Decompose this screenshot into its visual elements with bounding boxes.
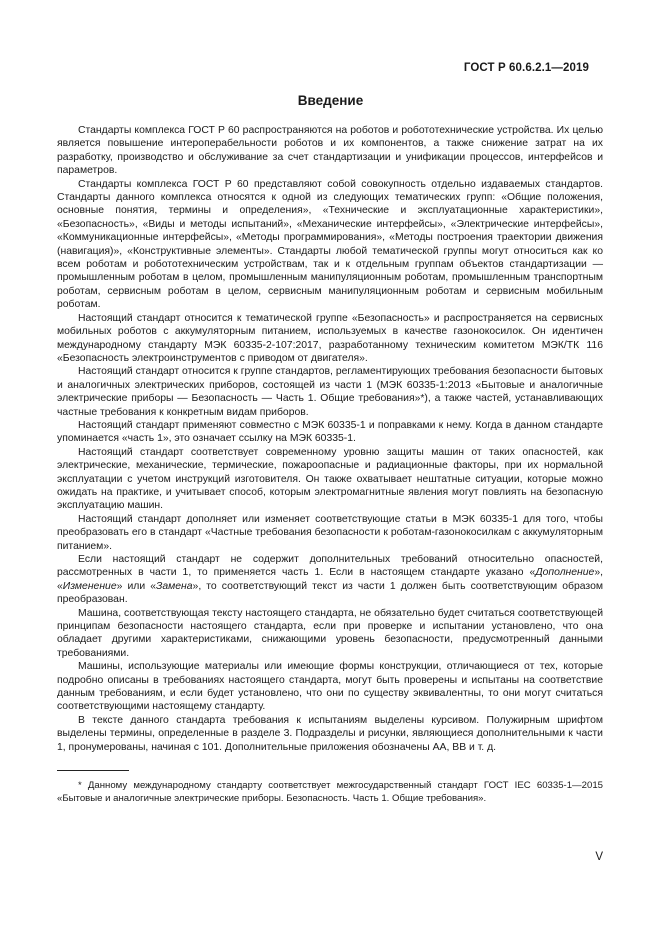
emphasis-addition: Дополнение [535, 567, 595, 579]
paragraph: Машина, соответствующая тексту настоящего стандарта, не обязательно будет считаться соответствующей принципам безопасности настоящего стандарта, если при проверке и испытании установлено, что она обладает другими характеристиками, снижающими уровень безопасности, предусмотренный данными требованиями. [57, 607, 603, 659]
paragraph: Настоящий стандарт относится к группе стандартов, регламентирующих требования безопасности бытовых и аналогичных электрических приборов, состоящей из части 1 (МЭК 60335-1:2013 «Бытовые и аналогичные электрические приборы — Безопасность — Часть 1. Общие требования»*), а также частей, устанавливающих частные требования к конкретным видам приборов. [57, 366, 603, 418]
paragraph: Настоящий стандарт относится к тематической группе «Безопасность» и распространяется на сервисных мобильных роботов с аккумуляторным питанием, используемых в качестве газонокосилок. Он идентичен международному стандарту МЭК 60335-2-107:2017, разработанному техническим комитетом МЭК/ТК 116 «Безопасность электроинструментов с приводом от двигателя». [57, 312, 603, 364]
paragraph: Стандарты комплекса ГОСТ Р 60 распространяются на роботов и робототехнические устройства. Их целью является повышение интероперабельности роботов и их компонентов, а также снижение затрат на их разработку, производство и обслуживание за счет стандартизации и унификации процессов, интерфейсов и параметров. [57, 125, 603, 177]
paragraph: Настоящий стандарт применяют совместно с МЭК 60335-1 и поправками к нему. Когда в данном стандарте упоминается «часть 1», это означает ссылку на МЭК 60335-1. [57, 419, 603, 445]
paragraph-segment: Если настоящий стандарт не содержит дополнительных требований относительно опасностей, рассмотренных в части 1, то применяется часть 1. Если в настоящем стандарте указано « [57, 554, 603, 579]
section-title: Введение [297, 93, 364, 108]
page-number: V [595, 851, 603, 863]
paragraph-with-emphasis [57, 553, 603, 607]
paragraph-segment: », то соответствующий текст из части 1 должен быть соответствующим образом преобразован. [57, 580, 603, 606]
emphasis-replacement: Замена [155, 580, 193, 592]
footnote [57, 779, 603, 805]
body-text [57, 124, 603, 754]
paragraph: Машины, использующие материалы или имеющие формы конструкции, отличающиеся от тех, которые подробно описаны в требованиях настоящего стандарта, могут быть проверены и испытаны на соответствие данным требованиям, и если будет установлено, что они по существу эквивалентны, то они могут считаться соответствующими настоящему стандарту. [57, 661, 603, 713]
footnote-separator [57, 770, 129, 771]
paragraph: В тексте данного стандарта требования к испытаниям выделены курсивом. Полужирным шрифтом выделены термины, определенные в разделе 3. Подразделы и рисунки, являющиеся дополнительными к части 1, пронумерованы, начиная с 101. Дополнительные приложения обозначены АА, ВВ и т. д. [57, 714, 603, 753]
paragraph: Стандарты комплекса ГОСТ Р 60 представляют собой совокупность отдельно издаваемых стандартов. Стандарты данного комплекса относятся к одной из следующих тематических групп: «Общие положения, основные понятия, термины и определения», «Технические и эксплуатационные характеристики», «Безопасность», «Виды и методы испытаний», «Механические интерфейсы», «Электрические интерфейсы», «Коммуникационные интерфейсы», «Методы программирования», «Методы построения траектории движения (навигация)», «Конструктивные элементы». Стандарты любой тематической группы могут относиться как ко всем роботам и робототехническим устройствам, так и к отдельным группам объектов стандартизации — промышленным роботам в целом, промышленным манипуляционным роботам, промышленным транспортным роботам, сервисным роботам в целом, сервисным манипуляционным роботам и сервисным мобильным роботам. [57, 178, 603, 311]
paragraph: Настоящий стандарт соответствует современному уровню защиты машин от таких опасностей, как электрические, механические, термические, пожароопасные и радиационные факторы, при их нормальной эксплуатации с учетом инструкций изготовителя. Он также охватывает нештатные ситуации, которые можно ожидать на практике, и учитывает способ, которым электромагнитные явления могут повлиять на безопасную эксплуатацию машин. [57, 446, 603, 512]
footnote-text: * Данному международному стандарту соответствует межгосударственный стандарт ГОСТ IEC 60335-1—2015 «Бытовые и аналогичные электрические приборы. Безопасность. Часть 1. Общие требования». [57, 780, 603, 804]
document-code-header: ГОСТ Р 60.6.2.1—2019 [463, 62, 589, 74]
emphasis-change: Изменение [62, 580, 117, 592]
paragraph: Настоящий стандарт дополняет или изменяет соответствующие статьи в МЭК 60335-1 для того, чтобы преобразовать его в стандарт «Частные требования безопасности к роботам-газонокосилкам с аккумуляторным питанием». [57, 513, 603, 552]
paragraph-segment: », « [57, 567, 603, 592]
paragraph-segment: » или « [116, 580, 156, 592]
